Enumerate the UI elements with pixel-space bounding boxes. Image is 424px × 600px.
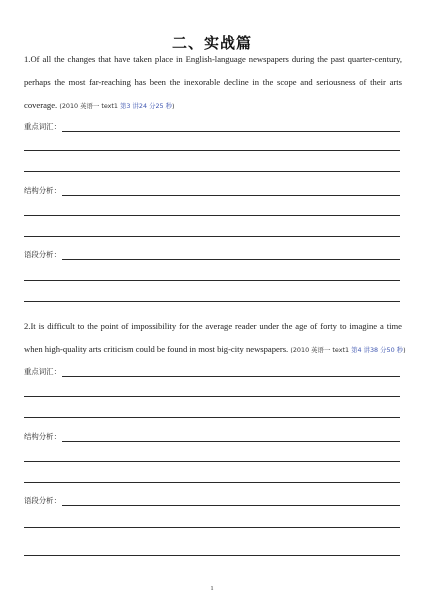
answer-line[interactable] xyxy=(62,432,400,442)
translation-label: 语段分析： xyxy=(24,496,61,505)
vocab-answer-row-1[interactable] xyxy=(24,120,400,132)
question-2-text xyxy=(24,321,406,367)
answer-line[interactable] xyxy=(62,367,400,377)
question-1-line: perhaps the most far-reaching has been the inexorable decline in the scope and seriousness of their arts xyxy=(24,77,402,87)
answer-line[interactable] xyxy=(62,186,400,196)
answer-line[interactable] xyxy=(24,417,400,418)
answer-line[interactable] xyxy=(24,171,400,172)
source-timestamp-link[interactable]: 第3 讲24 分25 秒 xyxy=(120,102,173,110)
question-1-source xyxy=(59,102,174,110)
answer-line[interactable] xyxy=(62,496,400,506)
page-title: 二、实战篇 xyxy=(171,34,252,52)
question-1-text xyxy=(24,54,402,123)
vocab-answer-row-2[interactable] xyxy=(24,365,400,377)
structure-label: 结构分析： xyxy=(24,432,61,441)
answer-line[interactable] xyxy=(24,461,400,462)
source-suffix: ) xyxy=(403,346,406,354)
page-number: 1 xyxy=(210,585,214,592)
answer-line[interactable] xyxy=(62,122,400,132)
source-prefix: (2010 英语一 text1 xyxy=(290,346,352,354)
structure-answer-row-2[interactable] xyxy=(24,430,400,442)
source-prefix: (2010 英语一 text1 xyxy=(59,102,121,110)
translation-answer-row-2[interactable] xyxy=(24,494,400,506)
source-timestamp-link[interactable]: 第4 讲38 分50 秒 xyxy=(351,346,404,354)
answer-line[interactable] xyxy=(24,555,400,556)
question-1-line: coverage. xyxy=(24,100,58,110)
answer-line[interactable] xyxy=(24,236,400,237)
question-2-line: when high-quality arts criticism could be found in most big-city newspapers. xyxy=(24,344,289,354)
vocab-label: 重点词汇： xyxy=(24,367,61,376)
translation-answer-row-1[interactable] xyxy=(24,248,400,260)
question-2-line: 2.It is difficult to the point of impossibility for the average reader under the age of forty to imagine a time xyxy=(24,321,402,331)
answer-line[interactable] xyxy=(24,280,400,281)
vocab-label: 重点词汇： xyxy=(24,122,61,131)
structure-label: 结构分析： xyxy=(24,186,61,195)
answer-line[interactable] xyxy=(24,301,400,302)
question-1-line: 1.Of all the changes that have taken place in English-language newspapers during the past quarter-century, xyxy=(24,54,402,64)
answer-line[interactable] xyxy=(62,250,400,260)
translation-label: 语段分析： xyxy=(24,250,61,259)
source-suffix: ) xyxy=(172,102,175,110)
answer-line[interactable] xyxy=(24,527,400,528)
answer-line[interactable] xyxy=(24,215,400,216)
question-2-source xyxy=(290,346,405,354)
answer-line[interactable] xyxy=(24,150,400,151)
question-2-line xyxy=(24,344,406,367)
answer-line[interactable] xyxy=(24,396,400,397)
structure-answer-row-1[interactable] xyxy=(24,184,400,196)
answer-line[interactable] xyxy=(24,482,400,483)
